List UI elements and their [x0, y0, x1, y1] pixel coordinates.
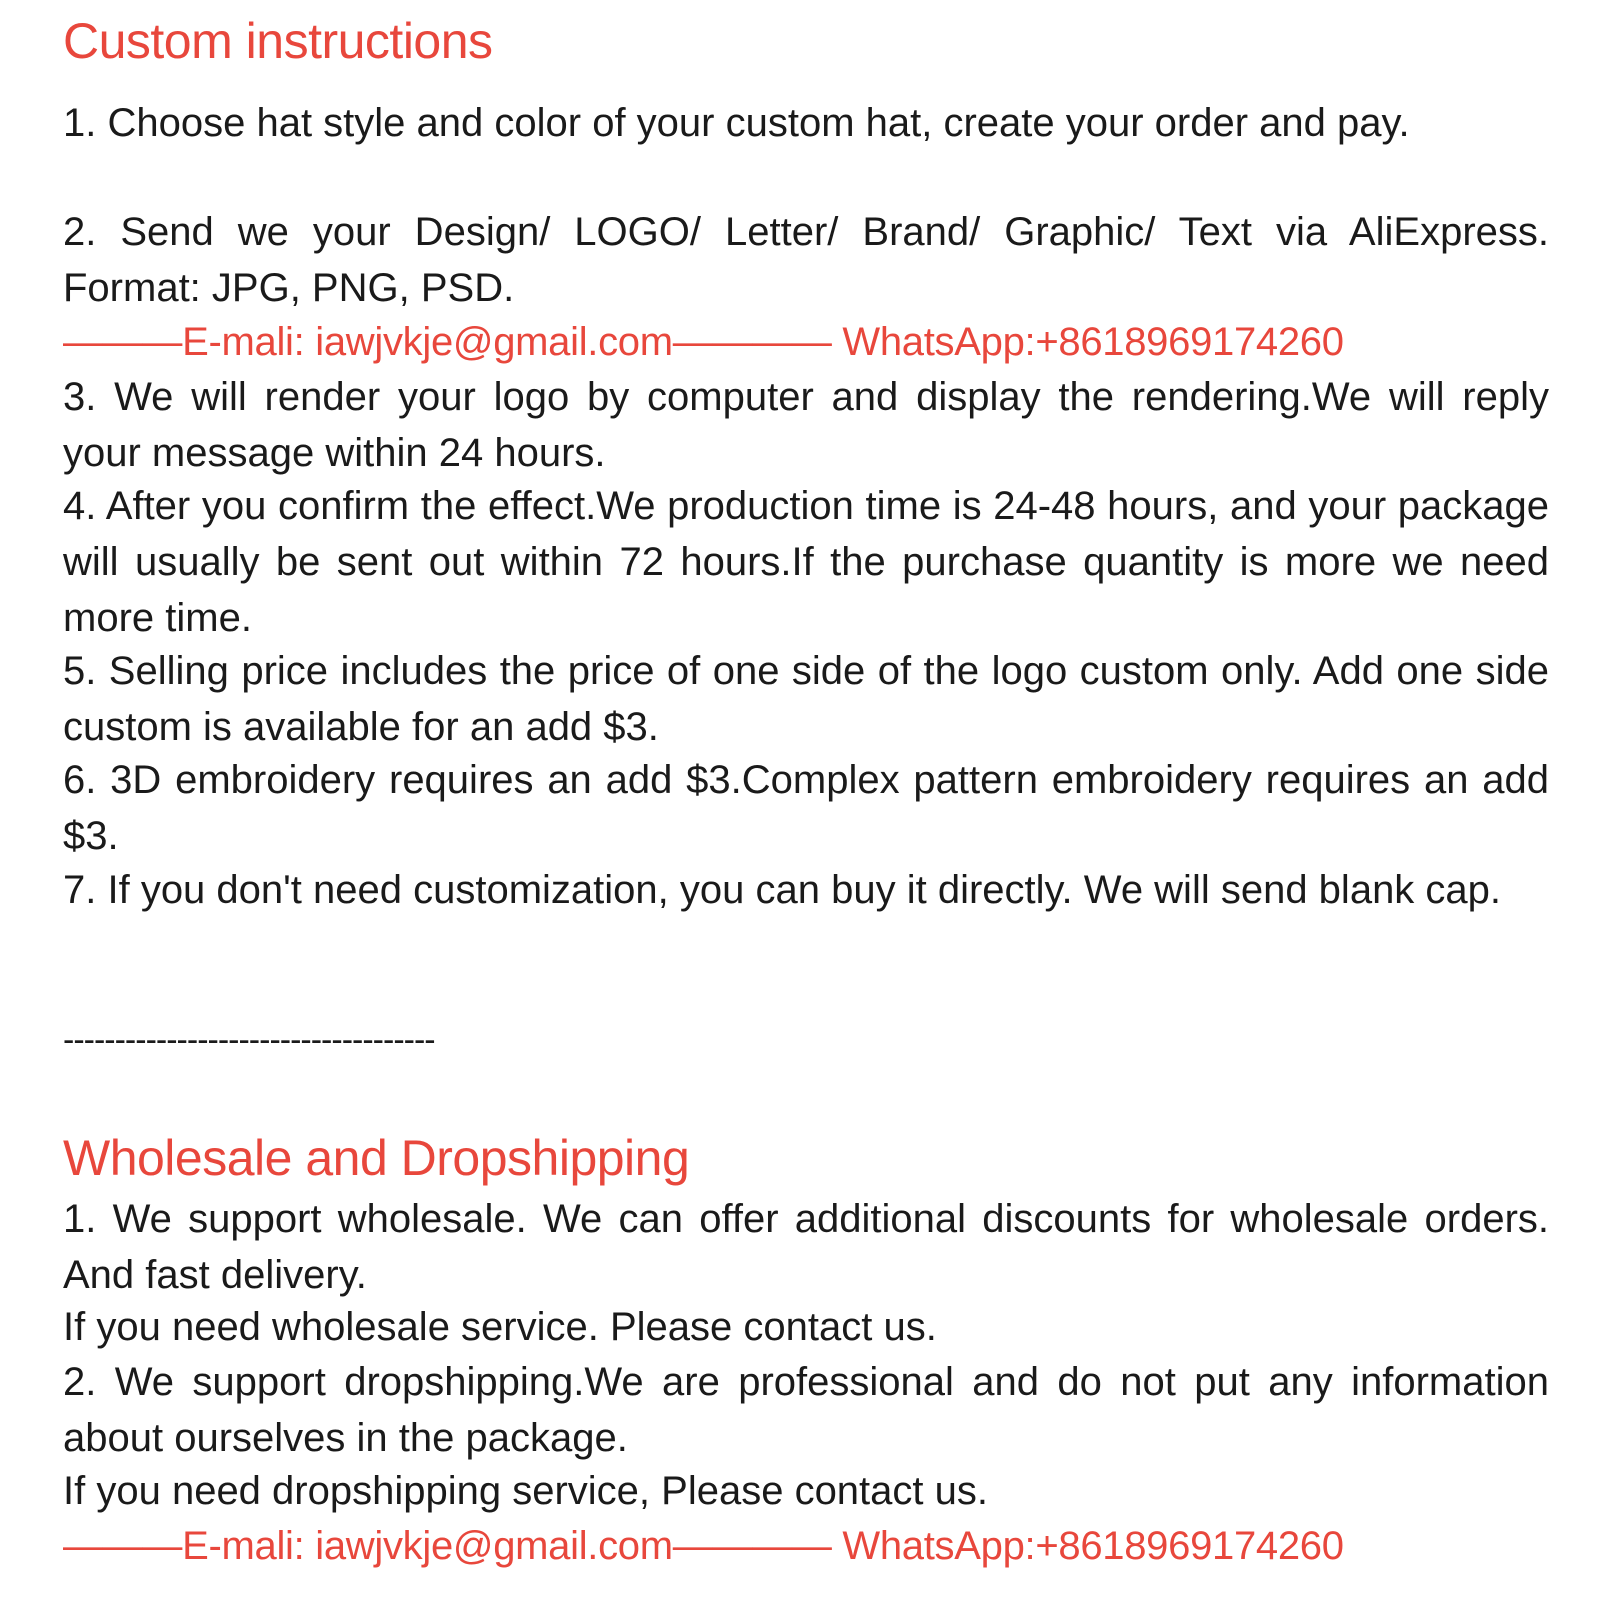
dropshipping-note: If you need dropshipping service, Please contact us.: [63, 1469, 988, 1513]
contact-line-1: ———E-mali: iawjvkje@gmail.com———— WhatsApp:+8618969174260: [63, 320, 1344, 364]
custom-step-7: 7. If you don't need customization, you can buy it directly. We will send blank cap.: [63, 868, 1502, 912]
custom-step-3: 3. We will render your logo by computer and display the rendering.We will reply your message within 24 hours.: [63, 375, 1549, 475]
contact-line-2: ———E-mali: iawjvkje@gmail.com———— WhatsApp:+8618969174260: [63, 1524, 1344, 1568]
custom-instructions-heading: Custom instructions: [63, 13, 493, 69]
custom-step-1: 1. Choose hat style and color of your custom hat, create your order and pay.: [63, 101, 1410, 145]
dropshipping-item-2: 2. We support dropshipping.We are professional and do not put any information about ourselves in the package.: [63, 1360, 1549, 1460]
wholesale-heading: Wholesale and Dropshipping: [63, 1130, 690, 1186]
wholesale-note: If you need wholesale service. Please contact us.: [63, 1305, 937, 1349]
custom-step-4: 4. After you confirm the effect.We production time is 24-48 hours, and your package will usually be sent out within 72 hours.If the purchase quantity is more we need more time.: [63, 484, 1549, 640]
custom-step-5: 5. Selling price includes the price of one side of the logo custom only. Add one side custom is available for an add $3.: [63, 649, 1549, 749]
dashed-divider: ------------------------------------: [63, 1021, 435, 1059]
custom-step-2: 2. Send we your Design/ LOGO/ Letter/ Brand/ Graphic/ Text via AliExpress. Format: JPG, PNG, PSD.: [63, 210, 1549, 310]
wholesale-item-1: 1. We support wholesale. We can offer additional discounts for wholesale orders. And fast delivery.: [63, 1197, 1549, 1297]
custom-step-6: 6. 3D embroidery requires an add $3.Complex pattern embroidery requires an add $3.: [63, 758, 1549, 858]
